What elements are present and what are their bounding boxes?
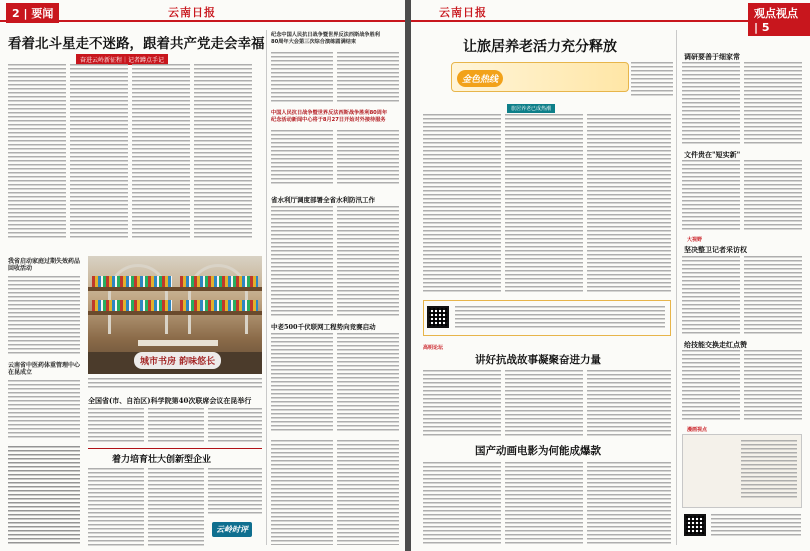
col2-text-b2: [337, 130, 399, 184]
col2-text-d1: [271, 333, 333, 433]
page-number-tag: 观点视点 | 5: [748, 3, 810, 36]
col2-text-c1: [271, 206, 333, 316]
federation-text-1: [88, 408, 144, 444]
mid-article-col-3: [587, 370, 671, 436]
article-text-col-4: [194, 64, 252, 240]
teal-kicker: 旅居养老已成热潮: [507, 104, 555, 113]
newspaper-page-5: [411, 0, 810, 551]
intro-text: [631, 62, 673, 96]
side-story-3-text: [8, 446, 80, 546]
top-headline: 让旅居养老活力充分释放: [463, 39, 617, 55]
article-text-col-1: [8, 64, 66, 240]
col2-headline-d: 中老500千伏联网工程势向竞赛启动: [271, 323, 376, 331]
top-article-col-3: [587, 114, 671, 294]
federation-headline: 全国省(市、自治区)科学院第40次联席会议在昆举行: [88, 396, 252, 405]
cartoon-text: [741, 440, 797, 500]
side-story-2-title: 云南省中医药体重管理中心在昆成立: [8, 362, 81, 376]
article-text-col-3: [132, 64, 190, 240]
side-story-2-text: [8, 380, 80, 440]
bottom-article-col-1: [423, 462, 501, 546]
masthead: 云南日报: [439, 6, 487, 19]
column-divider: [676, 30, 677, 545]
side-story-1-text: [8, 276, 80, 356]
main-headline: 看着北斗星走不迷路，跟着共产党走会幸福: [8, 36, 265, 52]
footer-contact-text: [711, 514, 801, 538]
sidebar-label-2: 漫画视点: [687, 427, 708, 433]
main-kicker: 奋进云岭新征程｜记者蹲点手记: [76, 54, 168, 65]
col2-text-c2: [337, 206, 399, 316]
col2-text-e1: [271, 440, 333, 545]
sidebar-title-2: 文件贵在"短实新": [684, 150, 741, 159]
col2-headline-b: 中国人民抗日战争暨世界反法西斯战争胜利80周年 纪念活动新闻中心将于8月27日开始对外接待服务: [271, 110, 388, 123]
mid-article-col-2: [505, 370, 583, 436]
article-text-col-2: [70, 64, 128, 240]
bottom-article-col-2: [505, 462, 583, 546]
enterprise-headline: 着力培育壮大创新型企业: [112, 455, 212, 465]
federation-text-2: [148, 408, 204, 444]
federation-text-3: [208, 408, 262, 444]
column-divider: [266, 30, 267, 545]
comment-label: 高明论坛: [423, 345, 444, 351]
enterprise-text-3: [208, 468, 262, 516]
photo-caption-text: [88, 378, 262, 390]
sidebar-text-4a: [682, 350, 740, 422]
col2-text-a2: [337, 52, 399, 104]
sidebar-text-2a: [682, 160, 740, 230]
sidebar-text-1b: [744, 62, 802, 144]
top-article-col-1: [423, 114, 501, 294]
col2-text-a1: [271, 52, 333, 104]
section-rule: [88, 448, 262, 449]
bookstore-photo: [88, 256, 262, 374]
sidebar-text-4b: [744, 350, 802, 422]
col2-text-b1: [271, 130, 333, 184]
page-header: [0, 0, 405, 22]
sidebar-label-1: 大视野: [687, 237, 703, 243]
page-number-tag: 2 | 要闻: [6, 3, 59, 23]
mid-headline: 讲好抗战故事凝聚奋进力量: [475, 354, 601, 366]
hotline-logo: 金色热线: [457, 70, 503, 87]
sidebar-text-2b: [744, 160, 802, 230]
col2-headline-a: 纪念中国人民抗日战争暨世界反法西斯战争胜利 80周年大会第三次综合演练圆满结束: [271, 32, 380, 45]
sidebar-text-1a: [682, 62, 740, 144]
col2-headline-c: 省水利厅调度部署全省水利防汛工作: [271, 196, 375, 204]
enterprise-text-1: [88, 468, 144, 546]
top-article-col-2: [505, 114, 583, 294]
commentary-logo: 云岭时评: [212, 522, 252, 537]
sidebar-text-3a: [682, 256, 740, 334]
qr-code[interactable]: [427, 306, 449, 328]
bottom-headline: 国产动画电影为何能成爆款: [475, 445, 601, 457]
sidebar-title-4: 给技能交换走红点赞: [684, 340, 747, 349]
sidebar-title-3: 坚决整卫记者采访权: [684, 245, 747, 254]
hotline-contact-text: [455, 306, 665, 330]
side-story-1-title: 我省启动家庭过期失效药品回收活动: [8, 258, 81, 272]
col2-text-d2: [337, 333, 399, 433]
photo-caption: 城市书房 韵味悠长: [134, 352, 221, 369]
sidebar-title-1: 调研要善于细家常: [684, 52, 740, 61]
masthead: 云南日报: [168, 6, 216, 19]
enterprise-text-2: [148, 468, 204, 546]
page-header: [411, 0, 810, 34]
bottom-article-col-3: [587, 462, 671, 546]
col2-text-e2: [337, 440, 399, 545]
qr-code-footer[interactable]: [684, 514, 706, 536]
sidebar-text-3b: [744, 256, 802, 334]
mid-article-col-1: [423, 370, 501, 436]
